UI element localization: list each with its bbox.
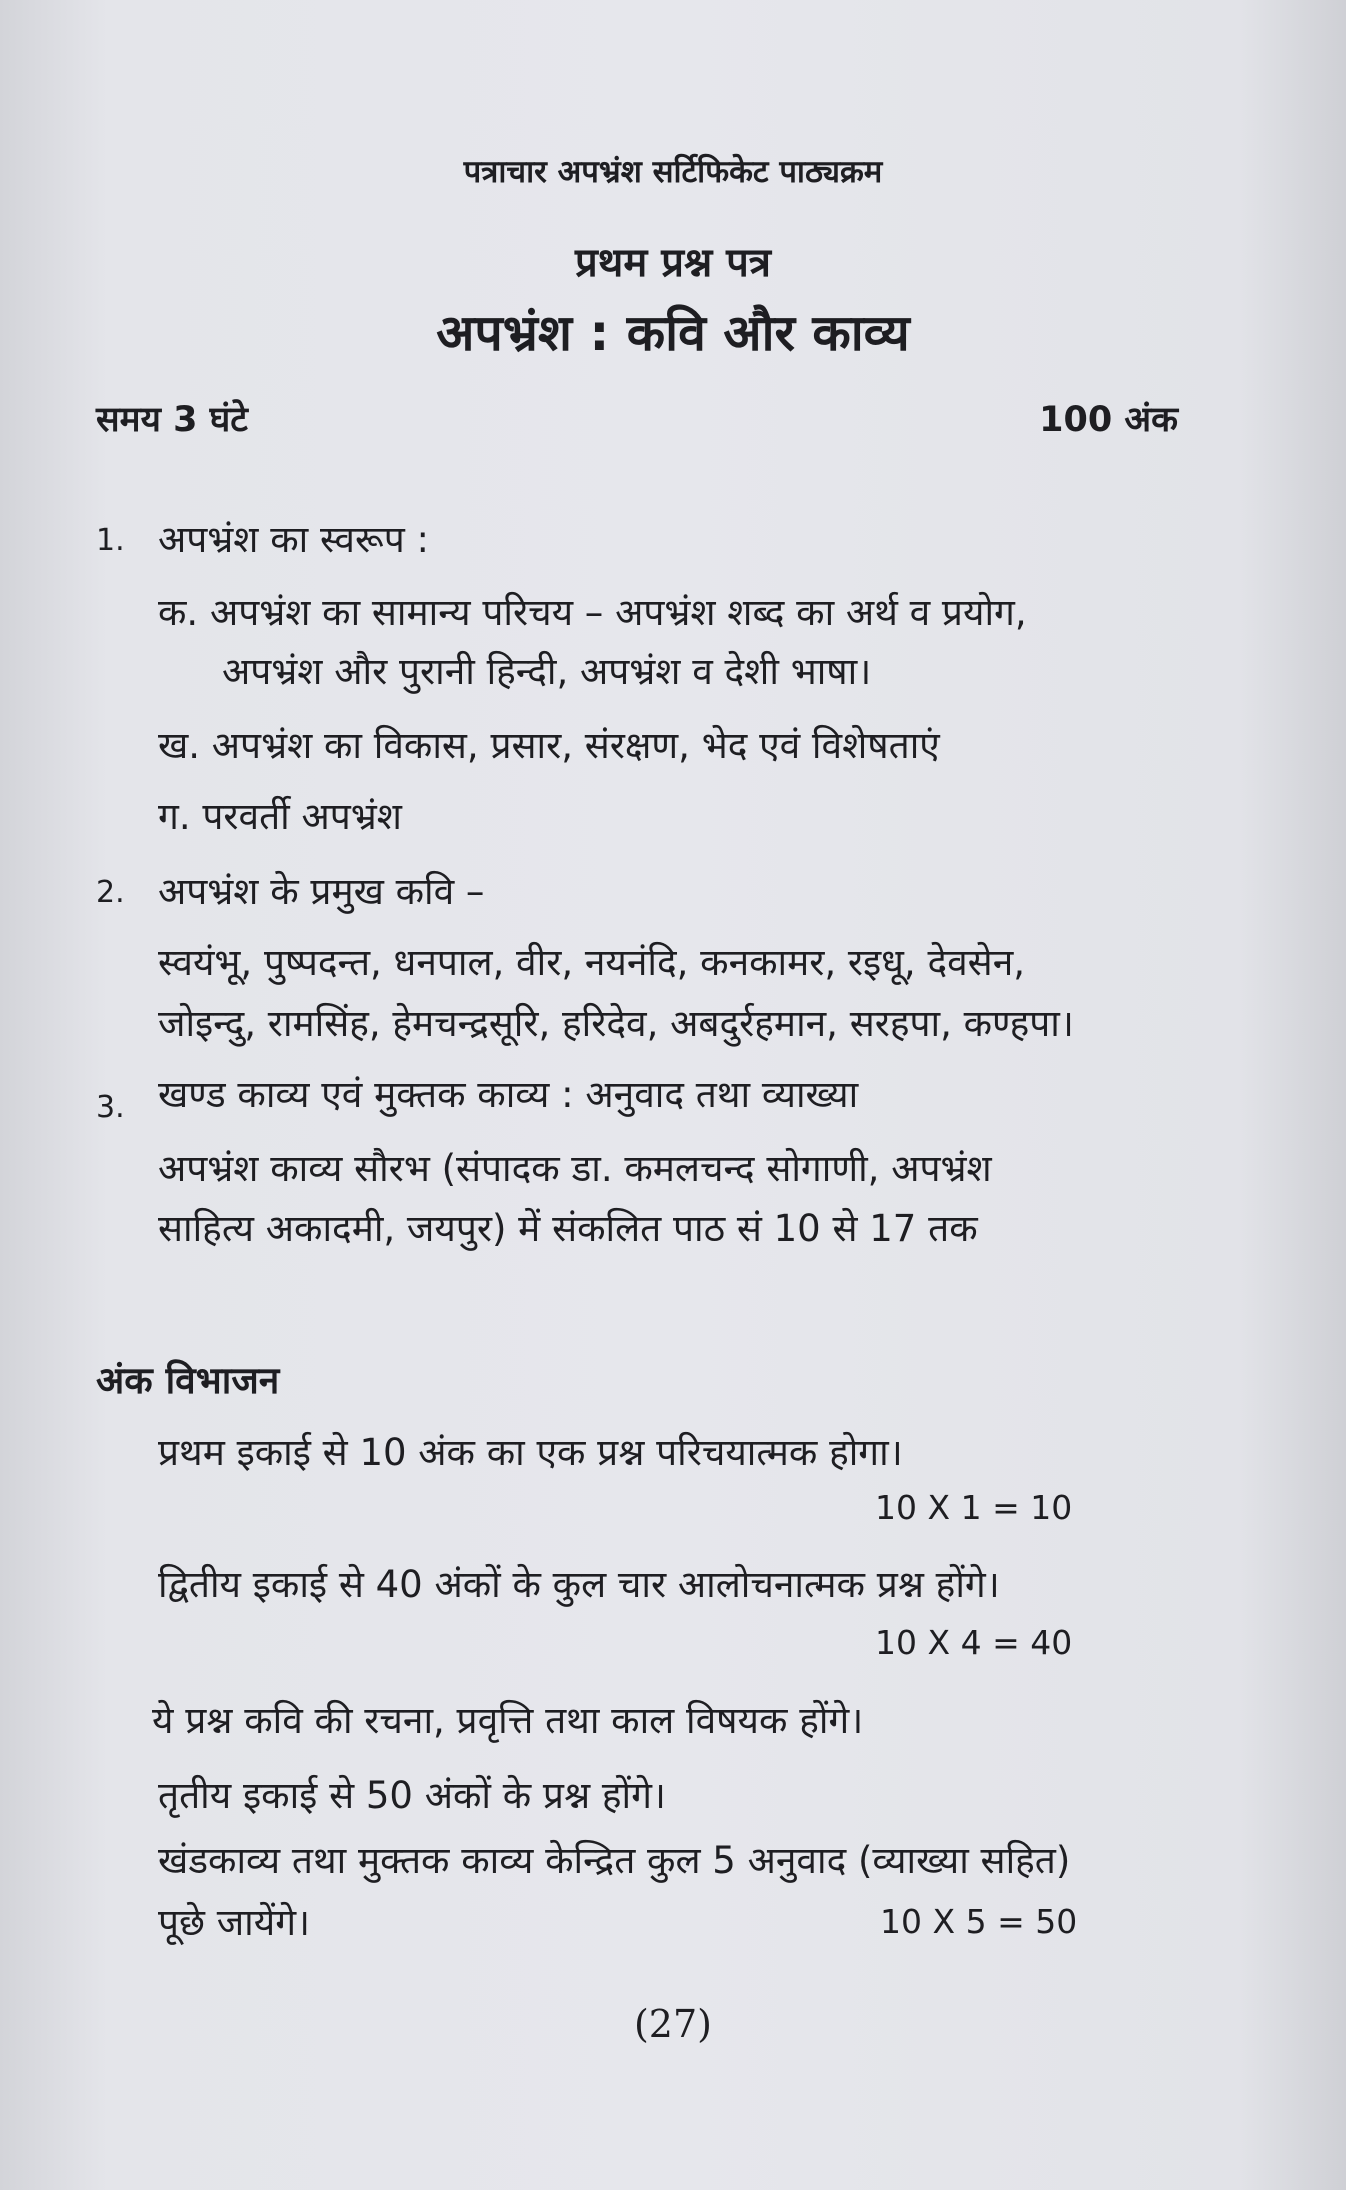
distribution-calc-3: 10 X 5 = 50	[880, 1902, 1078, 1941]
unit-2-number: 2.	[96, 875, 125, 910]
distribution-para-3: ये प्रश्न कवि की रचना, प्रवृत्ति तथा काल विषयक होंगे।	[152, 1699, 864, 1742]
unit-1-item-b: ख. अपभ्रंश का विकास, प्रसार, संरक्षण, भेद एवं विशेषताएं	[158, 724, 940, 767]
distribution-para-2: द्वितीय इकाई से 40 अंकों के कुल चार आलोचनात्मक प्रश्न होंगे।	[158, 1563, 1000, 1606]
unit-2-poets-line1: स्वयंभू, पुष्पदन्त, धनपाल, वीर, नयनंदि, कनकामर, रइधू, देवसेन,	[158, 941, 1025, 984]
page-title: अपभ्रंश : कवि और काव्य	[436, 304, 910, 362]
unit-1-item-a-line1: क. अपभ्रंश का सामान्य परिचय – अपभ्रंश शब्द का अर्थ व प्रयोग,	[158, 591, 1027, 634]
page-number: (27)	[633, 2002, 712, 2046]
unit-3-text-line2: साहित्य अकादमी, जयपुर) में संकलित पाठ सं 10 से 17 तक	[158, 1207, 978, 1250]
course-name: पत्राचार अपभ्रंश सर्टिफिकेट पाठ्यक्रम	[463, 154, 883, 190]
distribution-calc-1: 10 X 1 = 10	[875, 1488, 1073, 1527]
distribution-calc-2: 10 X 4 = 40	[875, 1623, 1073, 1662]
paper-label: प्रथम प्रश्न पत्र	[575, 240, 771, 286]
unit-3-text-line1: अपभ्रंश काव्य सौरभ (संपादक डा. कमलचन्द सोगाणी, अपभ्रंश	[158, 1147, 992, 1190]
total-marks: 100 अंक	[1039, 400, 1178, 440]
distribution-para-5-line1: खंडकाव्य तथा मुक्तक काव्य केन्द्रित कुल 5 अनुवाद (व्याख्या सहित)	[158, 1839, 1071, 1882]
unit-2-heading: अपभ्रंश के प्रमुख कवि –	[158, 870, 485, 913]
unit-3-number: 3.	[96, 1090, 125, 1125]
distribution-para-5-line2: पूछे जायेंगे।	[158, 1901, 311, 1944]
distribution-heading: अंक विभाजन	[96, 1359, 280, 1402]
unit-1-heading: अपभ्रंश का स्वरूप :	[158, 518, 429, 561]
unit-1-number: 1.	[96, 523, 125, 558]
unit-1-item-a-line2: अपभ्रंश और पुरानी हिन्दी, अपभ्रंश व देशी भाषा।	[222, 650, 872, 693]
distribution-para-4: तृतीय इकाई से 50 अंकों के प्रश्न होंगे।	[158, 1774, 666, 1817]
unit-3-heading: खण्ड काव्य एवं मुक्तक काव्य : अनुवाद तथा व्याख्या	[158, 1073, 859, 1116]
unit-1-item-c: ग. परवर्ती अपभ्रंश	[158, 795, 402, 838]
unit-2-poets-line2: जोइन्दु, रामसिंह, हेमचन्द्रसूरि, हरिदेव, अबदुर्रहमान, सरहपा, कण्हपा।	[158, 1002, 1074, 1045]
distribution-para-1: प्रथम इकाई से 10 अंक का एक प्रश्न परिचयात्मक होगा।	[158, 1431, 903, 1474]
time-limit: समय 3 घंटे	[96, 400, 248, 440]
